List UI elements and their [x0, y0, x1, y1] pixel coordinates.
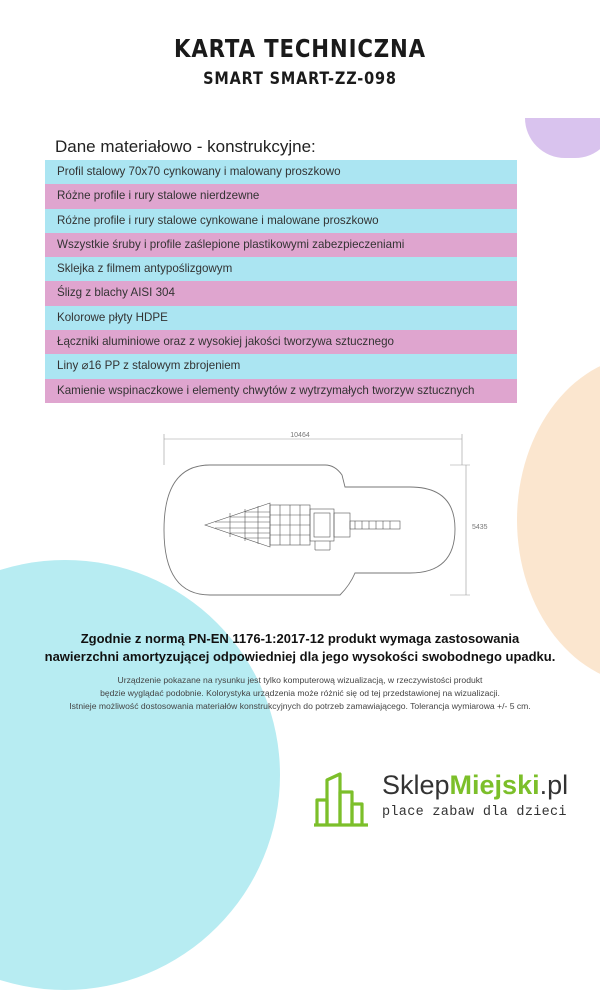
- material-item: Różne profile i rury stalowe nierdzewne: [45, 184, 517, 208]
- norm-line-2: nawierzchni amortyzującej odpowiedniej dla jego wysokości swobodnego upadku.: [44, 649, 556, 664]
- material-item: Sklejka z filmem antypoślizgowym: [45, 257, 517, 281]
- page-title: KARTA TECHNICZNA: [174, 34, 426, 63]
- material-item: Różne profile i rury stalowe cynkowane i malowane proszkowo: [45, 209, 517, 233]
- brand-name: [382, 770, 568, 801]
- technical-drawing: [150, 425, 495, 610]
- play-structure-plan: [205, 503, 400, 550]
- decor-cyan-circle: [0, 560, 280, 990]
- material-item: Profil stalowy 70x70 cynkowany i malowany proszkowo: [45, 160, 517, 184]
- safety-zone-outline: [164, 465, 455, 595]
- material-item: Ślizg z blachy AISI 304: [45, 281, 517, 305]
- product-code: SMART SMART-ZZ-098: [203, 69, 397, 89]
- disclaimer-line-2: będzie wyglądać podobnie. Kolorystyka urządzenia może różnić się od tej przedstawionej na wizualizacji.: [100, 688, 500, 698]
- brand-part-sklep: Sklep: [382, 770, 450, 800]
- materials-list: [45, 160, 517, 403]
- height-label: 5435: [472, 524, 488, 531]
- material-item: Kamienie wspinaczkowe i elementy chwytów z wytrzymałych tworzyw sztucznych: [45, 379, 517, 403]
- material-item: Łączniki aluminiowe oraz z wysokiej jakości tworzywa sztucznego: [45, 330, 517, 354]
- brand-part-domain: .pl: [539, 770, 569, 800]
- disclaimer-line-1: Urządzenie pokazane na rysunku jest tylko komputerową wizualizacją, w rzeczywistości produkt: [117, 675, 483, 685]
- norm-notice: [30, 630, 570, 666]
- materials-heading: Dane materiałowo - konstrukcyjne:: [55, 137, 316, 156]
- material-item: Liny ⌀16 PP z stalowym zbrojeniem: [45, 354, 517, 378]
- brand-logo[interactable]: [312, 770, 592, 830]
- disclaimer: [20, 674, 580, 713]
- brand-part-miejski: Miejski: [449, 770, 540, 800]
- material-item: Kolorowe płyty HDPE: [45, 306, 517, 330]
- city-buildings-icon: [312, 770, 374, 830]
- width-label: 10464: [290, 432, 310, 439]
- disclaimer-line-3: Istnieje możliwość dostosowania materiałów konstrukcyjnych do potrzeb zamawiającego. Tolerancja wymiarowa +/- 5 cm.: [69, 701, 531, 711]
- material-item: Wszystkie śruby i profile zaślepione plastikowymi zabezpieczeniami: [45, 233, 517, 257]
- height-dimension: [450, 465, 470, 595]
- brand-tagline: place zabaw dla dzieci: [382, 805, 567, 820]
- norm-line-1: Zgodnie z normą PN-EN 1176-1:2017-12 produkt wymaga zastosowania: [80, 631, 520, 646]
- width-dimension: [164, 434, 462, 465]
- decor-lilac-shape: [525, 118, 600, 158]
